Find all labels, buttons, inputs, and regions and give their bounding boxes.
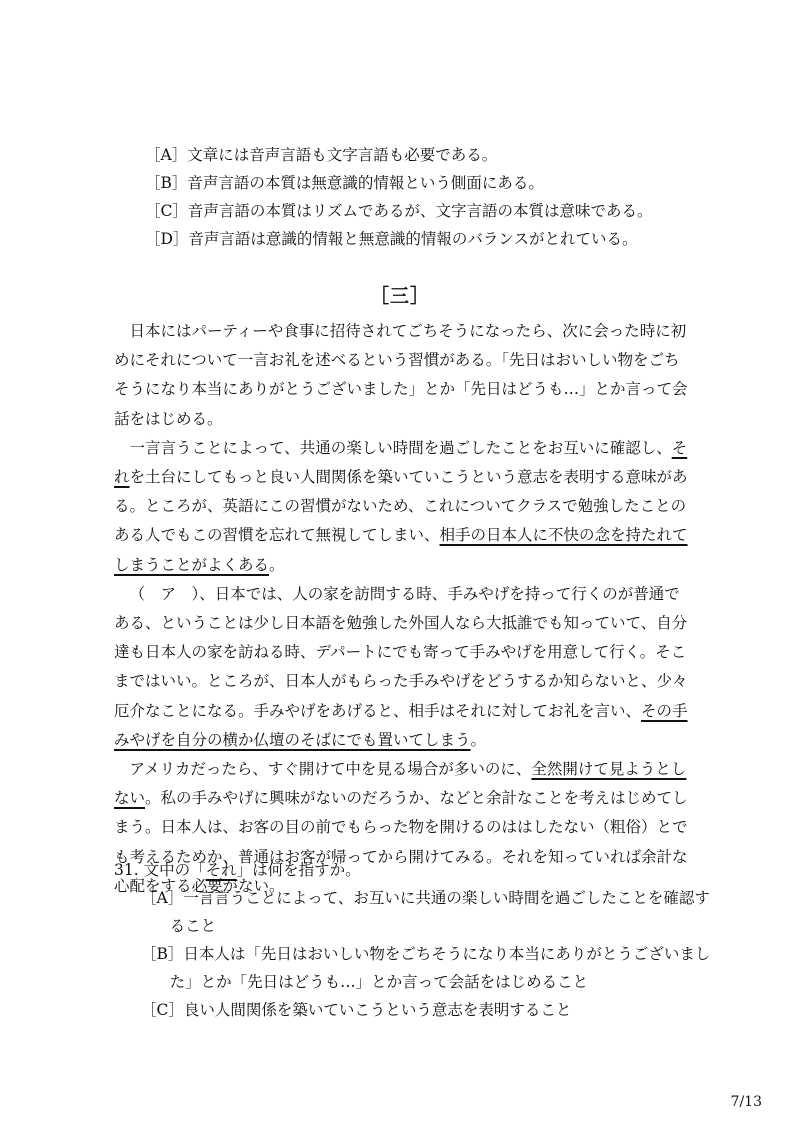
text-run: アメリカだったら、すぐ開けて中を見る場合が多いのに、 [129, 760, 532, 779]
paragraph-1: 日本にはパーティーや食事に招待されてごちそうになったら、次に会った時に初めにそれについて一言お礼を述べるという習慣がある。「先日はおいしい物をごちそうになり本当にありがとうございました」とか「先日はどうも…」とか言って会話をはじめる。 [114, 322, 688, 428]
question-31 [114, 856, 714, 1024]
question-stem [114, 856, 714, 884]
page-number: 7/13 [730, 1094, 762, 1110]
question-option-a: ［A］一言言うことによって、お互いに共通の楽しい時間を過ごしたことを確認すること [141, 889, 710, 935]
underlined-phrase: その手みやげを自分の横か仏壇のそばにでも置いてしまう [114, 701, 688, 749]
underlined-phrase: 全然開けて見ようとしない [114, 760, 687, 808]
text-run: 」は何を指すか。 [236, 861, 361, 879]
paragraph-2 [114, 434, 694, 580]
text-run: を土台にしてもっと良い人間関係を築いていこうという意志を表明する意味がある。ところが、英語にこの習慣がないため、これについてクラスで勉強したことのある人でもこの習慣を忘れて無視してしまい、 [114, 468, 688, 545]
question-option-c: ［C］良い人間関係を築いていこうという意志を表明すること [141, 1001, 572, 1019]
underlined-sore: それ [205, 861, 237, 879]
previous-question-options [145, 141, 705, 253]
option-a: ［A］文章には音声言語も文字言語も必要である。 [145, 146, 498, 164]
text-run: 文中の「 [143, 861, 206, 879]
question-number: 31. [114, 861, 139, 879]
text-run: 一言言うことによって、共通の楽しい時間を過ごしたことをお互いに確認し、 [129, 438, 672, 457]
reading-passage [114, 317, 694, 901]
underlined-sore: それ [114, 438, 688, 487]
text-run: 。 [269, 555, 285, 574]
option-c: ［C］音声言語の本質はリズムであるが、文字言語の本質は意味である。 [145, 202, 653, 220]
question-option-b: ［B］日本人は「先日はおいしい物をごちそうになり本当にありがとうございました」とか「先日はどうも…」とか言って会話をはじめること [141, 945, 711, 991]
paragraph-3 [114, 580, 694, 755]
option-d: ［D］音声言語は意識的情報と無意識的情報のバランスがとれている。 [145, 230, 638, 248]
underlined-phrase: 相手の日本人に不快の念を持たれてしまうことがよくある [114, 526, 688, 574]
text-run: 。 [470, 730, 487, 749]
text-run: 。私の手みやげに興味がないのだろうか、などと余計なことを考えはじめてしまう。日本人は、お客の目の前でもらった物を開けるのははしたない（粗俗）とでも考えるためか、普通はお客が帰ってから開けてみる。それを知っていれば余計な心配をする必要がない。 [114, 789, 688, 895]
option-b: ［B］音声言語の本質は無意識的情報という側面にある。 [145, 174, 544, 192]
text-run: （ ア ）、日本では、人の家を訪問する時、手みやげを持って行くのが普通である、ということは少し日本語を勉強した外国人なら大抵誰でも知っていて、自分達も日本人の家を訪ねる時、デパートにでも寄って手みやげを用意して行く。そこまではいい。ところが、日本人がもらった手みやげをどうするか知らないと、少々厄介なことになる。手みやげをあげると、相手はそれに対してお礼を言い、 [114, 584, 688, 720]
section-title: ［三］ [369, 285, 430, 307]
